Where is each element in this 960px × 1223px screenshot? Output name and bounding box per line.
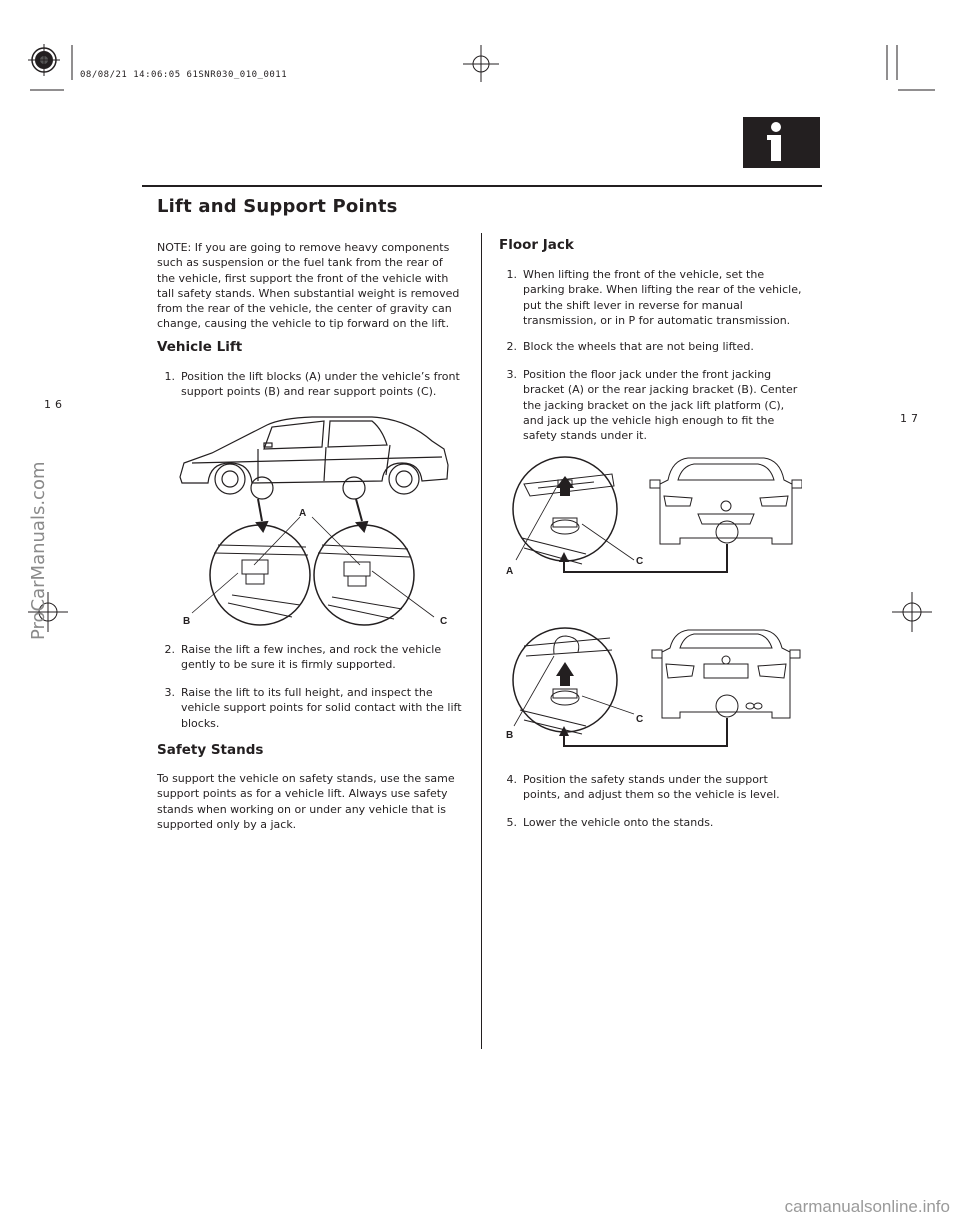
rear-jacking-illustration: [502, 622, 802, 750]
page-number-left: 16: [44, 398, 66, 411]
fig2-label-a: A: [506, 566, 514, 577]
fig3-label-c: C: [636, 714, 644, 725]
vehicle-lift-step-2: 2. Raise the lift a few inches, and rock the vehicle gently to be sure it is firmly supported.: [164, 643, 442, 672]
fig2-label-c: C: [636, 556, 644, 567]
vehicle-lift-step-3: 3. Raise the lift to its full height, and inspect the vehicle support points for solid contact with the lift blocks.: [164, 686, 462, 730]
fig1-label-a: A: [299, 508, 307, 519]
floor-jack-step-2: 2. Block the wheels that are not being lifted.: [506, 340, 754, 353]
safety-stands-paragraph: To support the vehicle on safety stands, use the same support points as for a vehicle lift. Always use safety stands when working on or under any vehicle that is supported only by a jack.: [157, 772, 455, 831]
header-rule: [142, 185, 822, 187]
note-paragraph: NOTE: If you are going to remove heavy components such as suspension or the fuel tank from the rear of the vehicle, first support the front of the vehicle with tall safety stands. When substantial weight is removed from the rear of the vehicle, the center of gravity can change, causing the vehicle to tip forward on the lift.: [157, 241, 460, 331]
floor-jack-step-1: 1. When lifting the front of the vehicle, set the parking brake. When lifting the rear of the vehicle, put the shift lever in reverse for manual transmission, or in P for automatic transmission.: [506, 268, 802, 327]
safety-stands-heading: Safety Stands: [157, 742, 264, 758]
floor-jack-heading: Floor Jack: [499, 237, 574, 253]
watermark-procarmanuals[interactable]: ProCarManuals.com: [28, 461, 49, 640]
vehicle-lift-step-1: 1. Position the lift blocks (A) under the vehicle’s front support points (B) and rear support points (C).: [164, 370, 460, 399]
print-stamp: 08/08/21 14:06:05 61SNR030_010_0011: [80, 70, 288, 80]
fig1-label-c: C: [440, 616, 448, 627]
floor-jack-step-3: 3. Position the floor jack under the front jacking bracket (A) or the rear jacking bracket (B). Center the jacking bracket on the jack lift platform (C), and jack up the vehicle high enough to fit the safety stands under it.: [506, 368, 798, 443]
column-divider: [481, 233, 482, 1049]
floor-jack-step-5: 5. Lower the vehicle onto the stands.: [506, 816, 714, 829]
floor-jack-step-4: 4. Position the safety stands under the support points, and adjust them so the vehicle is level.: [506, 773, 780, 802]
front-jacking-illustration: [502, 452, 802, 580]
watermark-carmanualsonline[interactable]: carmanualsonline.info: [784, 1197, 950, 1216]
page-title: Lift and Support Points: [157, 196, 398, 217]
vehicle-lift-illustration: [172, 405, 457, 630]
fig1-label-b: B: [183, 616, 191, 627]
vehicle-lift-heading: Vehicle Lift: [157, 339, 243, 355]
info-section-icon: [743, 117, 820, 168]
page-number-right: 17: [900, 412, 922, 425]
fig3-label-b: B: [506, 730, 514, 741]
